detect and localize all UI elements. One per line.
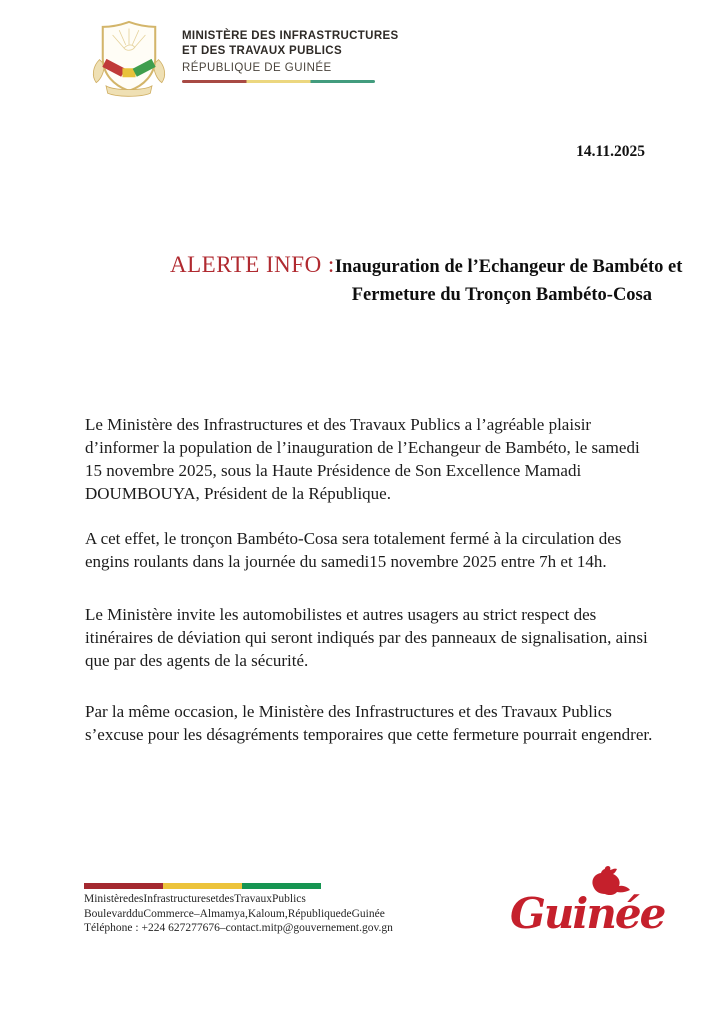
guinea-coat-of-arms-icon	[88, 16, 170, 100]
ministry-name-line2: ET DES TRAVAUX PUBLICS	[182, 44, 342, 57]
guinee-brand-svg	[508, 862, 668, 940]
letterhead	[88, 16, 399, 100]
footer-contact-block	[84, 892, 393, 936]
republic-name: RÉPUBLIQUE DE GUINÉE	[182, 61, 332, 74]
body-paragraph: A cet effet, le tronçon Bambéto-Cosa sera totalement fermé à la circulation des engins roulants dans la journée du samedi15 novembre 2025 entre 7h et 14h.	[85, 529, 622, 571]
letterhead-text	[182, 16, 399, 83]
body-paragraph: Le Ministère invite les automobilistes et autres usagers au strict respect des itinéraires de déviation qui seront indiqués par des panneaux de signalisation, ainsi que par des agents de la sécurité.	[85, 605, 648, 670]
alert-title-row1	[170, 252, 683, 278]
body-paragraph: Par la même occasion, le Ministère des Infrastructures et des Travaux Publics s’excuse pour les désagréments temporaires que cette fermeture pourrait engendrer.	[85, 702, 653, 744]
alert-info-label: ALERTE INFO :	[170, 252, 335, 277]
footer-ministry-line: MinistèredesInfrastructuresetdesTravauxPublics	[84, 893, 306, 905]
alert-title-block	[170, 252, 683, 306]
guinee-brand-logo	[508, 862, 668, 940]
document-date: 14.11.2025	[576, 143, 645, 160]
coat-of-arms-svg	[88, 16, 170, 100]
alert-title-line1: Inauguration de l’Echangeur de Bambéto et	[334, 257, 683, 277]
ministry-name-line1: MINISTÈRE DES INFRASTRUCTURES	[182, 30, 399, 42]
brand-wordmark: Guinée	[510, 889, 665, 938]
footer-tricolor-bar	[84, 883, 321, 889]
footer-address-line: BoulevardduCommerce–Almamya,Kaloum,RépubliquedeGuinée	[84, 907, 385, 920]
body-paragraph: Le Ministère des Infrastructures et des Travaux Publics a l’agréable plaisir d’informer la population de l’inauguration de l’Echangeur de Bambéto, le samedi 15 novembre 2025, sous la Haute Présidence de Son Excellence Mamadi DOUMBOUYA, Président de la République.	[85, 415, 640, 503]
tricolor-divider	[182, 80, 375, 84]
footer-phone-email-line: Téléphone : +224 627277676–contact.mitp@gouvernement.gov.gn	[84, 922, 393, 934]
alert-title-line2: Fermeture du Tronçon Bambéto-Cosa	[351, 285, 652, 305]
